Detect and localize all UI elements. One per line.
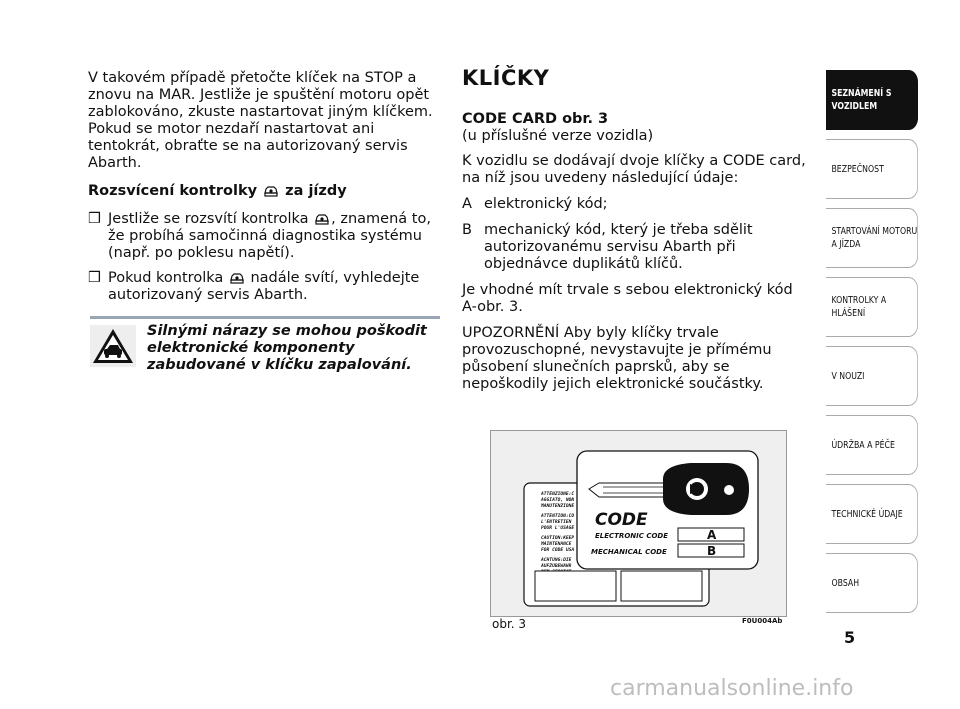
bullet-box-icon: ❒: [88, 270, 101, 286]
paragraph: Je vhodné mít trvale s sebou elektronický kód A-obr. 3.: [462, 282, 793, 315]
list-item: B mechanický kód, který je třeba sdělit autorizovanému servisu Abarth při objednávce duplikátů klíčů.: [462, 222, 753, 272]
watermark: carmanualsonline.info: [610, 676, 854, 701]
warning-text: Silnými nárazy se mohou poškodit elektronické komponenty zabudované v klíčku zapalování.: [147, 323, 427, 373]
figure-caption: obr. 3: [492, 617, 527, 631]
immobilizer-warning-icon: [314, 211, 330, 226]
tab-startovani[interactable]: STARTOVÁNÍ MOTORU A JÍZDA: [826, 208, 918, 268]
back-line: ATTENTION:CO: [541, 514, 575, 519]
back-line: MAINTENANCE: [541, 542, 572, 547]
section-heading: Rozsvícení kontrolky za jízdy: [88, 183, 347, 199]
tab-v-nouzi[interactable]: V NOUZI: [826, 346, 918, 406]
electronic-code-label: ELECTRONIC CODE: [595, 532, 668, 540]
warning-triangle-icon: [90, 325, 136, 367]
back-line: CAUTION:KEEP: [541, 536, 575, 541]
paragraph: V takovém případě přetočte klíček na STOP a znovu na MAR. Jestliže je spuštění motoru opět zablokováno, zkuste nastartovat jiným klíčkem. Pokud se motor nezdaří nastartovat ani tentokrát, obraťte se na autorizovaný servis Abarth.: [88, 70, 433, 171]
tab-obsah[interactable]: OBSAH: [826, 553, 918, 613]
tab-kontrolky[interactable]: KONTROLKY A HLÁŠENÍ: [826, 277, 918, 337]
bullet-item: ❒ Pokud kontrolka nadále svítí, vyhledejte autorizovaný servis Abarth.: [88, 270, 420, 303]
subsection-heading: CODE CARD obr. 3 (u příslušné verze vozidla): [462, 111, 654, 144]
tab-seznameni-s-vozidlem[interactable]: SEZNÁMENÍ S VOZIDLEM: [826, 70, 918, 130]
code-card-illustration: [491, 431, 786, 616]
bullet-item: ❒ Jestliže se rozsvítí kontrolka , znamená to, že probíhá samočinná diagnostika systému (např. po poklesu napětí).: [88, 211, 431, 261]
back-line: ACHTUNG:DIE: [541, 558, 572, 563]
immobilizer-warning-icon: [229, 270, 245, 285]
bullet-box-icon: ❒: [88, 211, 101, 227]
figure-code: F0U004Ab: [742, 617, 783, 625]
chapter-tabs: [826, 70, 918, 622]
mechanical-code-label: MECHANICAL CODE: [591, 548, 667, 556]
tab-udrzba[interactable]: ÚDRŽBA A PÉČE: [826, 415, 918, 475]
left-column: [88, 70, 438, 312]
figure-code-card: [490, 430, 787, 617]
tab-bezpecnost[interactable]: BEZPEČNOST: [826, 139, 918, 199]
back-line: L'ENTRETIEN: [541, 520, 572, 525]
section-title: KLÍČKY: [462, 66, 550, 90]
immobilizer-warning-icon: [263, 183, 279, 198]
paragraph: UPOZORNĚNÍ Aby byly klíčky trvale provozuschopné, nevystavujte je přímému působení slunečních paprsků, aby se nepoškodily jejich elektronické součástky.: [462, 325, 772, 392]
page-number: 5: [844, 628, 856, 647]
back-line: AUFZUBEWAHR: [541, 564, 572, 569]
back-line: ATTENZIONE:C: [541, 492, 575, 497]
warning-divider: [90, 316, 440, 319]
back-line: MANUTENZIONE: [541, 504, 575, 509]
mechanical-code-value: B: [707, 544, 717, 558]
back-line: AGGIATO, NON: [541, 498, 575, 503]
back-line: POUR L'USAGE: [541, 526, 575, 531]
right-column: [462, 66, 807, 402]
tab-technicke-udaje[interactable]: TECHNICKÉ ÚDAJE: [826, 484, 918, 544]
back-line: FOR CODE USA: [541, 548, 575, 553]
card-title: CODE: [595, 510, 648, 530]
paragraph: K vozidlu se dodávají dvoje klíčky a CODE card, na níž jsou uvedeny následující údaje:: [462, 153, 806, 186]
electronic-code-value: A: [707, 528, 717, 542]
list-item: A elektronický kód;: [462, 196, 608, 212]
